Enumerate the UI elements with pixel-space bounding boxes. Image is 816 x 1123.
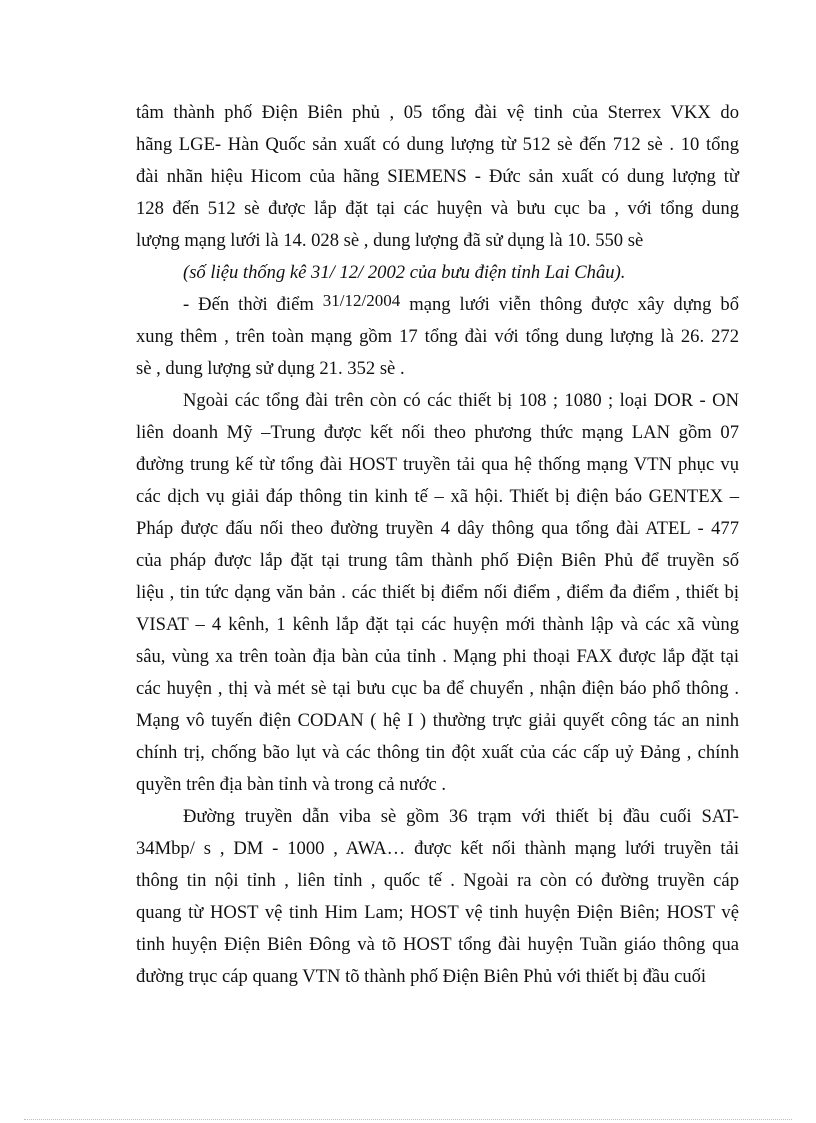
paragraph-line: liên doanh Mỹ –Trung được kết nối theo phương thức mạng LAN gồm 07 — [136, 422, 739, 443]
paragraph-line: lượng mạng lưới là 14. 028 sè , dung lượng đã sử dụng là 10. 550 sè — [136, 230, 644, 251]
paragraph-line: VISAT – 4 kênh, 1 kênh lắp đặt tại các huyện mới thành lập và các xã vùng — [136, 614, 739, 635]
paragraph-line: đường trung kế từ tổng đài HOST truyền tải qua hệ thống mạng VTN phục vụ — [136, 454, 739, 475]
paragraph-line: Pháp được đấu nối theo đường truyền 4 dây thông qua tổng đài ATEL - 477 — [136, 518, 739, 539]
date-line-suffix: mạng lưới viễn thông được xây dựng bổ — [409, 294, 739, 315]
paragraph-line: của pháp được lắp đặt tại trung tâm thành phố Điện Biên Phủ để truyền số — [136, 550, 739, 571]
paragraph-line: các dịch vụ giải đáp thông tin kinh tế – xã hội. Thiết bị điện báo GENTEX – — [136, 486, 739, 507]
paragraph-line: Ngoài các tổng đài trên còn có các thiết bị 108 ; 1080 ; loại DOR - ON — [183, 390, 739, 411]
paragraph-line: xung thêm , trên toàn mạng gồm 17 tổng đài với tổng dung lượng là 26. 272 — [136, 326, 739, 347]
paragraph-line: sâu, vùng xa trên toàn địa bàn của tỉnh . Mạng phi thoại FAX được lắp đặt tại — [136, 646, 739, 667]
date-value: 31/12/2004 — [322, 291, 401, 310]
paragraph-line: 128 đến 512 sè được lắp đặt tại các huyện và bưu cục ba , với tổng dung — [136, 198, 739, 219]
date-line-prefix: - Đến thời điểm — [183, 294, 314, 315]
paragraph-line: chính trị, chống bão lụt và các thông tin đột xuất của các cấp uỷ Đảng , chính — [136, 742, 739, 763]
paragraph-line: hãng LGE- Hàn Quốc sản xuất có dung lượng từ 512 sè đến 712 sè . 10 tổng — [136, 134, 739, 155]
paragraph-line: 34Mbp/ s , DM - 1000 , AWA… được kết nối thành mạng lưới truyền tải — [136, 838, 739, 859]
page-footer-divider — [24, 1119, 792, 1120]
source-citation: (số liệu thống kê 31/ 12/ 2002 của bưu điện tỉnh Lai Châu). — [183, 262, 626, 283]
paragraph-line: quyền trên địa bàn tỉnh và trong cả nước . — [136, 774, 447, 795]
paragraph-line: đường trục cáp quang VTN tõ thành phố Điện Biên Phủ với thiết bị đầu cuối — [136, 966, 707, 987]
paragraph-line: sè , dung lượng sử dụng 21. 352 sè . — [136, 358, 405, 379]
paragraph-line: tâm thành phố Điện Biên phủ , 05 tổng đài vệ tinh của Sterrex VKX do — [136, 102, 739, 123]
paragraph-line: liệu , tin tức dạng văn bản . các thiết bị điểm nối điểm , điểm đa điểm , thiết bị — [136, 582, 739, 603]
paragraph-line: Mạng vô tuyến điện CODAN ( hệ I ) thường trực giải quyết công tác an ninh — [136, 710, 739, 731]
paragraph-line: đài nhãn hiệu Hicom của hãng SIEMENS - Đức sản xuất có dung lượng từ — [136, 166, 739, 187]
paragraph-line: các huyện , thị và mét sè tại bưu cục ba để chuyển , nhận điện báo phổ thông . — [136, 678, 739, 699]
paragraph-line: quang từ HOST vệ tinh Him Lam; HOST vệ tinh huyện Điện Biên; HOST vệ — [136, 902, 739, 923]
paragraph-line: tinh huyện Điện Biên Đông và tõ HOST tổng đài huyện Tuần giáo thông qua — [136, 934, 739, 955]
date-line — [183, 289, 739, 321]
paragraph-line: Đường truyền dẫn viba sè gồm 36 trạm với thiết bị đầu cuối SAT- — [183, 806, 739, 827]
paragraph-line: thông tin nội tỉnh , liên tỉnh , quốc tế . Ngoài ra còn có đường truyền cáp — [136, 870, 739, 891]
